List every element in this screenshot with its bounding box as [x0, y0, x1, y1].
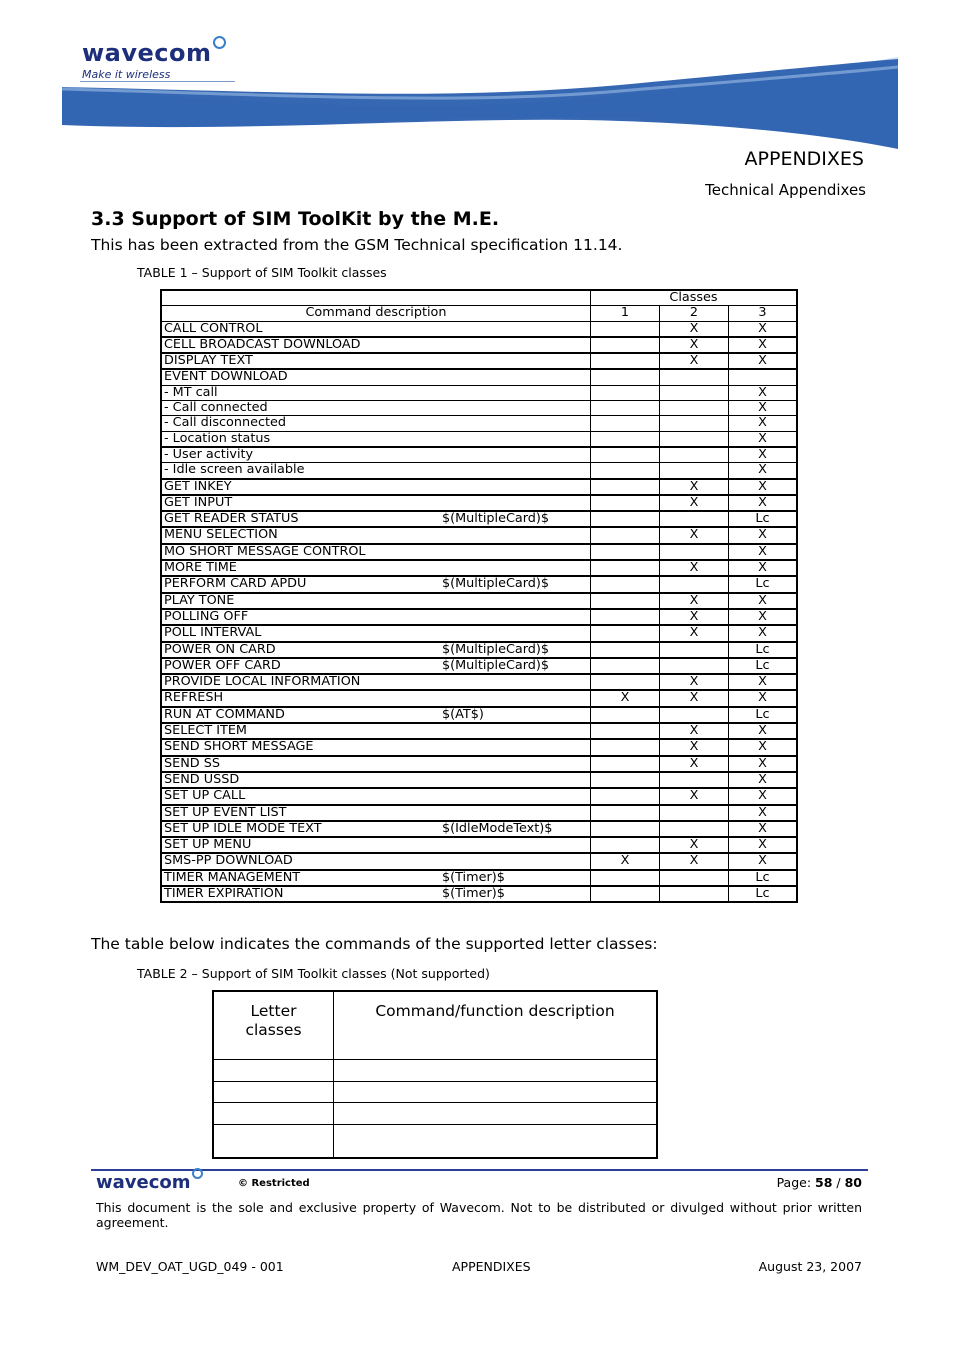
class-1-cell	[591, 560, 660, 576]
class-2-cell	[660, 870, 729, 886]
command-cell	[161, 447, 591, 463]
command-name: RUN AT COMMAND	[164, 706, 285, 722]
class-1-cell	[591, 658, 660, 674]
table-row	[161, 870, 797, 886]
command-cell	[161, 576, 591, 592]
footer-logo	[96, 1172, 203, 1193]
class-3-cell: X	[729, 479, 798, 495]
class-3-cell: X	[729, 805, 798, 821]
command-cell	[161, 560, 591, 576]
class-2-cell	[660, 447, 729, 463]
command-cell	[161, 544, 591, 560]
command-cell	[161, 369, 591, 385]
class-1-cell	[591, 805, 660, 821]
class-3-cell: Lc	[729, 576, 798, 592]
class-1-cell	[591, 886, 660, 902]
class-1-cell	[591, 431, 660, 447]
command-function-header: Command/function description	[334, 991, 658, 1060]
class-3-cell: X	[729, 385, 798, 400]
table-row	[161, 674, 797, 690]
page-label: Page:	[776, 1175, 816, 1190]
command-note: $(MultipleCard)$	[442, 576, 550, 592]
class-3-cell: Lc	[729, 642, 798, 658]
class-1-cell	[591, 369, 660, 385]
table1-caption: TABLE 1 – Support of SIM Toolkit classes	[137, 265, 387, 280]
command-cell	[161, 416, 591, 431]
table-row	[161, 321, 797, 337]
supported-classes-text: The table below indicates the commands of the supported letter classes:	[91, 935, 658, 953]
command-name: CELL BROADCAST DOWNLOAD	[164, 336, 361, 352]
command-cell	[161, 805, 591, 821]
table-row	[161, 593, 797, 609]
table-row	[161, 642, 797, 658]
table1-blank-header	[161, 290, 591, 306]
table-row	[161, 690, 797, 706]
command-cell	[161, 853, 591, 869]
section-title: 3.3 Support of SIM ToolKit by the M.E.	[91, 208, 500, 230]
footer-logo-swirl-icon	[192, 1168, 203, 1179]
class-2-cell: X	[660, 609, 729, 625]
command-name: - Location status	[164, 430, 271, 446]
letter-class-cell	[213, 1082, 334, 1103]
class-2-cell	[660, 385, 729, 400]
class-2-cell	[660, 401, 729, 416]
command-name: SEND SS	[164, 755, 220, 771]
table-row	[161, 353, 797, 369]
class-2-cell: X	[660, 690, 729, 706]
command-note: $(MultipleCard)$	[442, 657, 550, 673]
class-3-cell: X	[729, 772, 798, 788]
command-cell	[161, 772, 591, 788]
class-1-cell	[591, 401, 660, 416]
class-3-cell: X	[729, 431, 798, 447]
command-name: PLAY TONE	[164, 592, 235, 608]
class-1-cell	[591, 756, 660, 772]
class-3-cell: X	[729, 723, 798, 739]
logo-swirl-icon	[213, 36, 226, 49]
class-2-cell	[660, 658, 729, 674]
class-1-cell	[591, 576, 660, 592]
table-row	[213, 1103, 657, 1125]
command-cell	[161, 707, 591, 723]
footer-section: APPENDIXES	[452, 1259, 531, 1274]
class-1-cell	[591, 625, 660, 641]
class-1-cell	[591, 870, 660, 886]
command-cell	[161, 401, 591, 416]
class-3-cell: X	[729, 756, 798, 772]
class-3-cell: X	[729, 416, 798, 431]
class-3-cell: X	[729, 837, 798, 853]
command-function-cell	[334, 1103, 658, 1125]
command-cell	[161, 479, 591, 495]
table-row	[161, 369, 797, 385]
command-cell	[161, 788, 591, 804]
class-3-cell: Lc	[729, 870, 798, 886]
class-2-cell: X	[660, 625, 729, 641]
class-3-cell: X	[729, 353, 798, 369]
class-3-cell: X	[729, 447, 798, 463]
table-row	[213, 1082, 657, 1103]
table-row	[161, 401, 797, 416]
table-row	[161, 527, 797, 543]
class-1-cell	[591, 821, 660, 837]
table-row	[161, 772, 797, 788]
class-2-cell: X	[660, 853, 729, 869]
footer-rule	[91, 1169, 868, 1171]
command-name: EVENT DOWNLOAD	[164, 369, 288, 385]
table-row	[161, 576, 797, 592]
class-1-cell	[591, 321, 660, 337]
command-cell	[161, 385, 591, 400]
command-cell	[161, 527, 591, 543]
class-1-cell	[591, 642, 660, 658]
command-name: SET UP MENU	[164, 837, 252, 853]
table2-body	[213, 1060, 657, 1158]
class-2-cell: X	[660, 674, 729, 690]
table-row	[161, 658, 797, 674]
header-wave-banner	[60, 55, 900, 155]
command-name: SET UP EVENT LIST	[164, 804, 287, 820]
command-name: PROVIDE LOCAL INFORMATION	[164, 674, 361, 690]
command-name: REFRESH	[164, 690, 224, 706]
class-3-cell: X	[729, 463, 798, 479]
command-name: SEND USSD	[164, 771, 240, 787]
command-cell	[161, 837, 591, 853]
command-name: MO SHORT MESSAGE CONTROL	[164, 543, 366, 559]
class-2-cell	[660, 544, 729, 560]
command-name: TIMER EXPIRATION	[164, 885, 284, 901]
class-2-cell	[660, 805, 729, 821]
command-cell	[161, 674, 591, 690]
class-3-cell: X	[729, 609, 798, 625]
command-name: POLL INTERVAL	[164, 625, 262, 641]
classes-header: Classes	[591, 290, 798, 306]
command-description-header: Command description	[161, 306, 591, 321]
class-2-cell	[660, 511, 729, 527]
class-2-cell: X	[660, 560, 729, 576]
table-row	[161, 416, 797, 431]
class-2-cell	[660, 576, 729, 592]
class-2-cell: X	[660, 723, 729, 739]
class-1-cell	[591, 511, 660, 527]
class-3-cell: Lc	[729, 511, 798, 527]
table-row	[161, 805, 797, 821]
class-1-cell	[591, 674, 660, 690]
class-3-cell: Lc	[729, 658, 798, 674]
command-note: $(IdleModeText)$	[442, 820, 553, 836]
command-name: POLLING OFF	[164, 608, 249, 624]
command-note: $(MultipleCard)$	[442, 641, 550, 657]
class-2-header: 2	[660, 306, 729, 321]
class-2-cell	[660, 463, 729, 479]
class-2-cell: X	[660, 756, 729, 772]
command-name: GET INPUT	[164, 494, 233, 510]
command-name: SEND SHORT MESSAGE	[164, 739, 314, 755]
logo-text: wavecom	[82, 39, 212, 67]
class-1-cell	[591, 353, 660, 369]
command-cell	[161, 756, 591, 772]
class-2-cell	[660, 431, 729, 447]
letter-class-cell	[213, 1125, 334, 1158]
class-2-cell	[660, 642, 729, 658]
class-3-cell: X	[729, 321, 798, 337]
letter-classes-line2: classes	[245, 1021, 302, 1039]
table-row	[161, 479, 797, 495]
table-row	[161, 385, 797, 400]
document-date: August 23, 2007	[758, 1259, 862, 1274]
command-cell	[161, 625, 591, 641]
class-3-cell: X	[729, 625, 798, 641]
command-name: POWER ON CARD	[164, 641, 276, 657]
command-cell	[161, 739, 591, 755]
table-row	[161, 609, 797, 625]
class-3-cell: X	[729, 544, 798, 560]
table-row	[161, 337, 797, 353]
class-1-cell	[591, 544, 660, 560]
table-row	[161, 788, 797, 804]
command-name: TIMER MANAGEMENT	[164, 869, 301, 885]
table2-caption: TABLE 2 – Support of SIM Toolkit classes (Not supported)	[137, 966, 490, 981]
table-row	[161, 837, 797, 853]
command-function-cell	[334, 1082, 658, 1103]
command-name: - Idle screen available	[164, 462, 305, 478]
class-1-cell: X	[591, 853, 660, 869]
header-subtitle: Technical Appendixes	[705, 181, 866, 199]
page-current: 58	[815, 1175, 833, 1190]
command-name: SMS-PP DOWNLOAD	[164, 853, 293, 869]
section-intro: This has been extracted from the GSM Technical specification 11.14.	[91, 236, 623, 254]
class-1-cell	[591, 609, 660, 625]
command-cell	[161, 431, 591, 447]
table-row	[161, 447, 797, 463]
sim-toolkit-classes-table	[160, 289, 798, 903]
logo-tagline: Make it wireless	[82, 68, 171, 81]
class-1-header: 1	[591, 306, 660, 321]
command-cell	[161, 690, 591, 706]
table-row	[161, 707, 797, 723]
class-1-cell	[591, 723, 660, 739]
command-cell	[161, 463, 591, 479]
class-1-cell	[591, 337, 660, 353]
class-3-cell: Lc	[729, 886, 798, 902]
class-2-cell	[660, 416, 729, 431]
command-name: GET INKEY	[164, 478, 232, 494]
class-2-cell: X	[660, 353, 729, 369]
command-cell	[161, 353, 591, 369]
command-cell	[161, 870, 591, 886]
class-3-cell: X	[729, 788, 798, 804]
command-name: SELECT ITEM	[164, 723, 247, 739]
class-2-cell	[660, 707, 729, 723]
class-3-header: 3	[729, 306, 798, 321]
class-2-cell: X	[660, 837, 729, 853]
table-row	[161, 463, 797, 479]
table-row	[161, 560, 797, 576]
table-row	[161, 495, 797, 511]
footer-logo-text: wavecom	[96, 1172, 191, 1193]
header-title: APPENDIXES	[744, 148, 864, 170]
command-name: SET UP CALL	[164, 788, 246, 804]
table-row	[161, 511, 797, 527]
command-name: PERFORM CARD APDU	[164, 576, 307, 592]
class-2-cell: X	[660, 495, 729, 511]
class-3-cell	[729, 369, 798, 385]
class-3-cell: X	[729, 495, 798, 511]
command-cell	[161, 593, 591, 609]
class-1-cell	[591, 385, 660, 400]
class-3-cell: X	[729, 527, 798, 543]
class-3-cell: X	[729, 593, 798, 609]
class-2-cell: X	[660, 788, 729, 804]
class-1-cell	[591, 772, 660, 788]
command-name: - Call disconnected	[164, 415, 286, 431]
table-row	[213, 1060, 657, 1082]
page-number	[777, 1175, 862, 1190]
class-1-cell	[591, 495, 660, 511]
class-2-cell	[660, 369, 729, 385]
command-name: POWER OFF CARD	[164, 657, 281, 673]
class-3-cell: X	[729, 337, 798, 353]
class-1-cell	[591, 739, 660, 755]
class-1-cell	[591, 707, 660, 723]
class-2-cell: X	[660, 739, 729, 755]
table1-body	[161, 321, 797, 902]
class-1-cell	[591, 527, 660, 543]
table-row	[213, 1125, 657, 1158]
not-supported-classes-table	[212, 990, 658, 1159]
class-3-cell: X	[729, 739, 798, 755]
class-3-cell: X	[729, 560, 798, 576]
page-total: 80	[844, 1175, 862, 1190]
class-1-cell	[591, 593, 660, 609]
class-2-cell	[660, 821, 729, 837]
class-2-cell: X	[660, 527, 729, 543]
class-3-cell: X	[729, 674, 798, 690]
command-cell	[161, 886, 591, 902]
table-row	[161, 625, 797, 641]
command-cell	[161, 642, 591, 658]
command-name: CALL CONTROL	[164, 320, 263, 336]
class-3-cell: X	[729, 821, 798, 837]
class-1-cell	[591, 479, 660, 495]
class-2-cell: X	[660, 593, 729, 609]
letter-classes-line1: Letter	[250, 1002, 297, 1020]
table-row	[161, 886, 797, 902]
class-1-cell	[591, 416, 660, 431]
class-3-cell: Lc	[729, 707, 798, 723]
table-row	[161, 821, 797, 837]
command-name: - Call connected	[164, 400, 268, 416]
class-2-cell	[660, 772, 729, 788]
class-1-cell: X	[591, 690, 660, 706]
class-2-cell: X	[660, 321, 729, 337]
letter-class-cell	[213, 1103, 334, 1125]
command-name: GET READER STATUS	[164, 511, 299, 527]
class-1-cell	[591, 837, 660, 853]
command-note: $(MultipleCard)$	[442, 511, 550, 527]
page-sep: /	[832, 1175, 845, 1190]
command-note: $(Timer)$	[442, 885, 505, 901]
command-name: - User activity	[164, 446, 254, 462]
command-cell	[161, 495, 591, 511]
letter-class-cell	[213, 1060, 334, 1082]
command-name: MENU SELECTION	[164, 527, 278, 543]
command-function-cell	[334, 1125, 658, 1158]
command-name: DISPLAY TEXT	[164, 353, 253, 369]
table-row	[161, 853, 797, 869]
class-3-cell: X	[729, 853, 798, 869]
class-1-cell	[591, 788, 660, 804]
command-cell	[161, 821, 591, 837]
table-row	[161, 544, 797, 560]
document-reference: WM_DEV_OAT_UGD_049 - 001	[96, 1259, 284, 1274]
command-note: $(AT$)	[442, 706, 484, 722]
command-cell	[161, 658, 591, 674]
command-cell	[161, 337, 591, 353]
restricted-label: © Restricted	[238, 1178, 310, 1189]
class-2-cell: X	[660, 479, 729, 495]
class-2-cell: X	[660, 337, 729, 353]
property-notice: This document is the sole and exclusive property of Wavecom. Not to be distributed or divulged without prior written agreement.	[96, 1200, 862, 1230]
command-cell	[161, 511, 591, 527]
class-1-cell	[591, 447, 660, 463]
letter-classes-header	[213, 991, 334, 1060]
command-name: SET UP IDLE MODE TEXT	[164, 820, 322, 836]
class-3-cell: X	[729, 690, 798, 706]
command-name: - MT call	[164, 384, 218, 400]
command-cell	[161, 609, 591, 625]
class-3-cell: X	[729, 401, 798, 416]
table-row	[161, 756, 797, 772]
command-name: MORE TIME	[164, 560, 237, 576]
table-row	[161, 739, 797, 755]
command-cell	[161, 723, 591, 739]
command-cell	[161, 321, 591, 337]
class-1-cell	[591, 463, 660, 479]
command-note: $(Timer)$	[442, 869, 505, 885]
command-function-cell	[334, 1060, 658, 1082]
class-2-cell	[660, 886, 729, 902]
table-row	[161, 431, 797, 447]
table-row	[161, 723, 797, 739]
